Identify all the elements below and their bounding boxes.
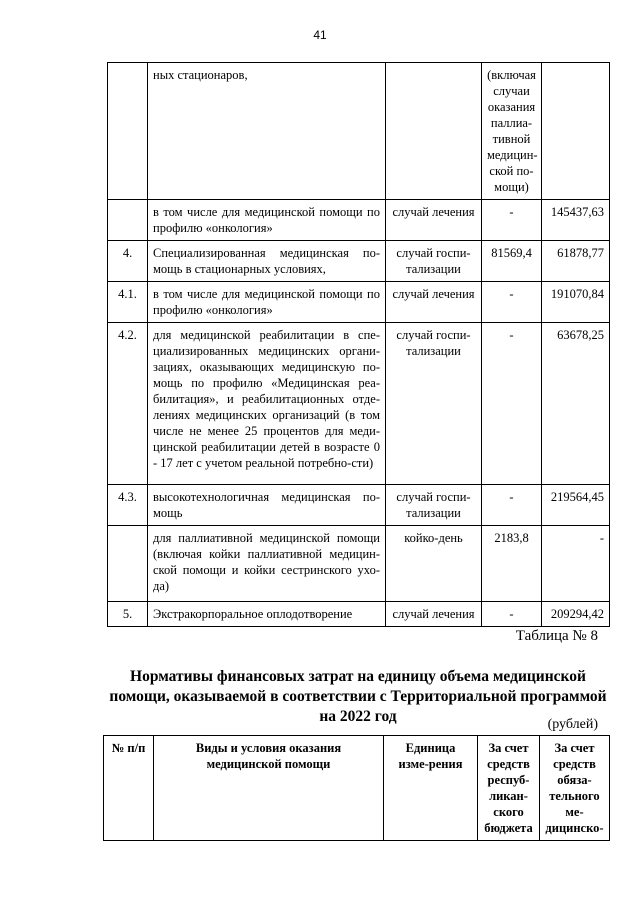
row-value-budget: 81569,4: [482, 241, 542, 282]
row-number: [108, 526, 148, 602]
row-unit: случай госпи-тализации: [386, 485, 482, 526]
header-budget: За счет средств респуб-ликан-ского бюджета: [478, 736, 540, 841]
row-description: в том числе для медицинской помощи по профилю «онкология»: [148, 200, 386, 241]
table-row: [108, 526, 610, 602]
row-value-oms: 63678,25: [542, 323, 610, 485]
row-value-oms: 191070,84: [542, 282, 610, 323]
row-value-oms: -: [542, 526, 610, 602]
row-value-budget: 2183,8: [482, 526, 542, 602]
table-caption: Таблица № 8: [515, 628, 598, 644]
row-number: 4.: [108, 241, 148, 282]
table-row: [108, 200, 610, 241]
row-value-oms: 219564,45: [542, 485, 610, 526]
row-value-budget: (включая случаи оказания паллиа-тивной медицин-ской по-мощи): [482, 63, 542, 200]
row-value-budget: -: [482, 323, 542, 485]
row-number: [108, 63, 148, 200]
page-number: 41: [313, 28, 327, 42]
row-value-budget: -: [482, 200, 542, 241]
row-description: Специализированная медицинская по-мощь в стационарных условиях,: [148, 241, 386, 282]
header-unit: Единица изме-рения: [384, 736, 478, 841]
table-row: [108, 241, 610, 282]
row-number: 5.: [108, 602, 148, 627]
header-number: № п/п: [104, 736, 154, 841]
row-description: высокотехнологичная медицинская по-мощь: [148, 485, 386, 526]
table-row: [108, 282, 610, 323]
row-description: для паллиативной медицинской помощи (включая койки паллиативной медицин-ской помощи и койки сестринского ухо-да): [148, 526, 386, 602]
table-header-row: [104, 736, 610, 841]
norms-table-8: [103, 735, 610, 841]
table-row: [108, 63, 610, 200]
row-description: для медицинской реабилитации в спе-циализированных медицинских органи-зациях, оказывающих медицинскую по-мощь по профилю «Медицинская реа-билитация», и реабилитационных отде-лениях медицинских организаций (в том числе не менее 25 процентов для меди-цинской реабилитации детей в возрасте 0 - 17 лет с учетом реальной потребно-сти): [148, 323, 386, 485]
row-value-budget: -: [482, 485, 542, 526]
row-description: Экстракорпоральное оплодотворение: [148, 602, 386, 627]
table-row: [108, 602, 610, 627]
row-unit: случай лечения: [386, 282, 482, 323]
row-description: в том числе для медицинской помощи по профилю «онкология»: [148, 282, 386, 323]
row-value-oms: [542, 63, 610, 200]
row-value-budget: -: [482, 602, 542, 627]
row-value-oms: 209294,42: [542, 602, 610, 627]
header-care-type: Виды и условия оказания медицинской помощи: [154, 736, 384, 841]
row-value-budget: -: [482, 282, 542, 323]
row-value-oms: 145437,63: [542, 200, 610, 241]
row-unit: случай госпи-тализации: [386, 323, 482, 485]
row-unit: [386, 63, 482, 200]
units-label: (рублей): [547, 717, 598, 732]
row-number: 4.1.: [108, 282, 148, 323]
row-number: 4.3.: [108, 485, 148, 526]
norms-table-continued: [107, 62, 610, 627]
row-unit: койко-день: [386, 526, 482, 602]
row-unit: случай лечения: [386, 200, 482, 241]
row-value-oms: 61878,77: [542, 241, 610, 282]
row-number: 4.2.: [108, 323, 148, 485]
table-row: [108, 323, 610, 485]
table-title: Нормативы финансовых затрат на единицу объема медицинской помощи, оказываемой в соответствии с Территориальной программой на 2022 год: [109, 668, 607, 725]
row-unit: случай лечения: [386, 602, 482, 627]
row-unit: случай госпи-тализации: [386, 241, 482, 282]
row-number: [108, 200, 148, 241]
header-oms: За счет средств обяза-тельного ме-дицинско-: [540, 736, 610, 841]
row-description: ных стационаров,: [148, 63, 386, 200]
table-row: [108, 485, 610, 526]
